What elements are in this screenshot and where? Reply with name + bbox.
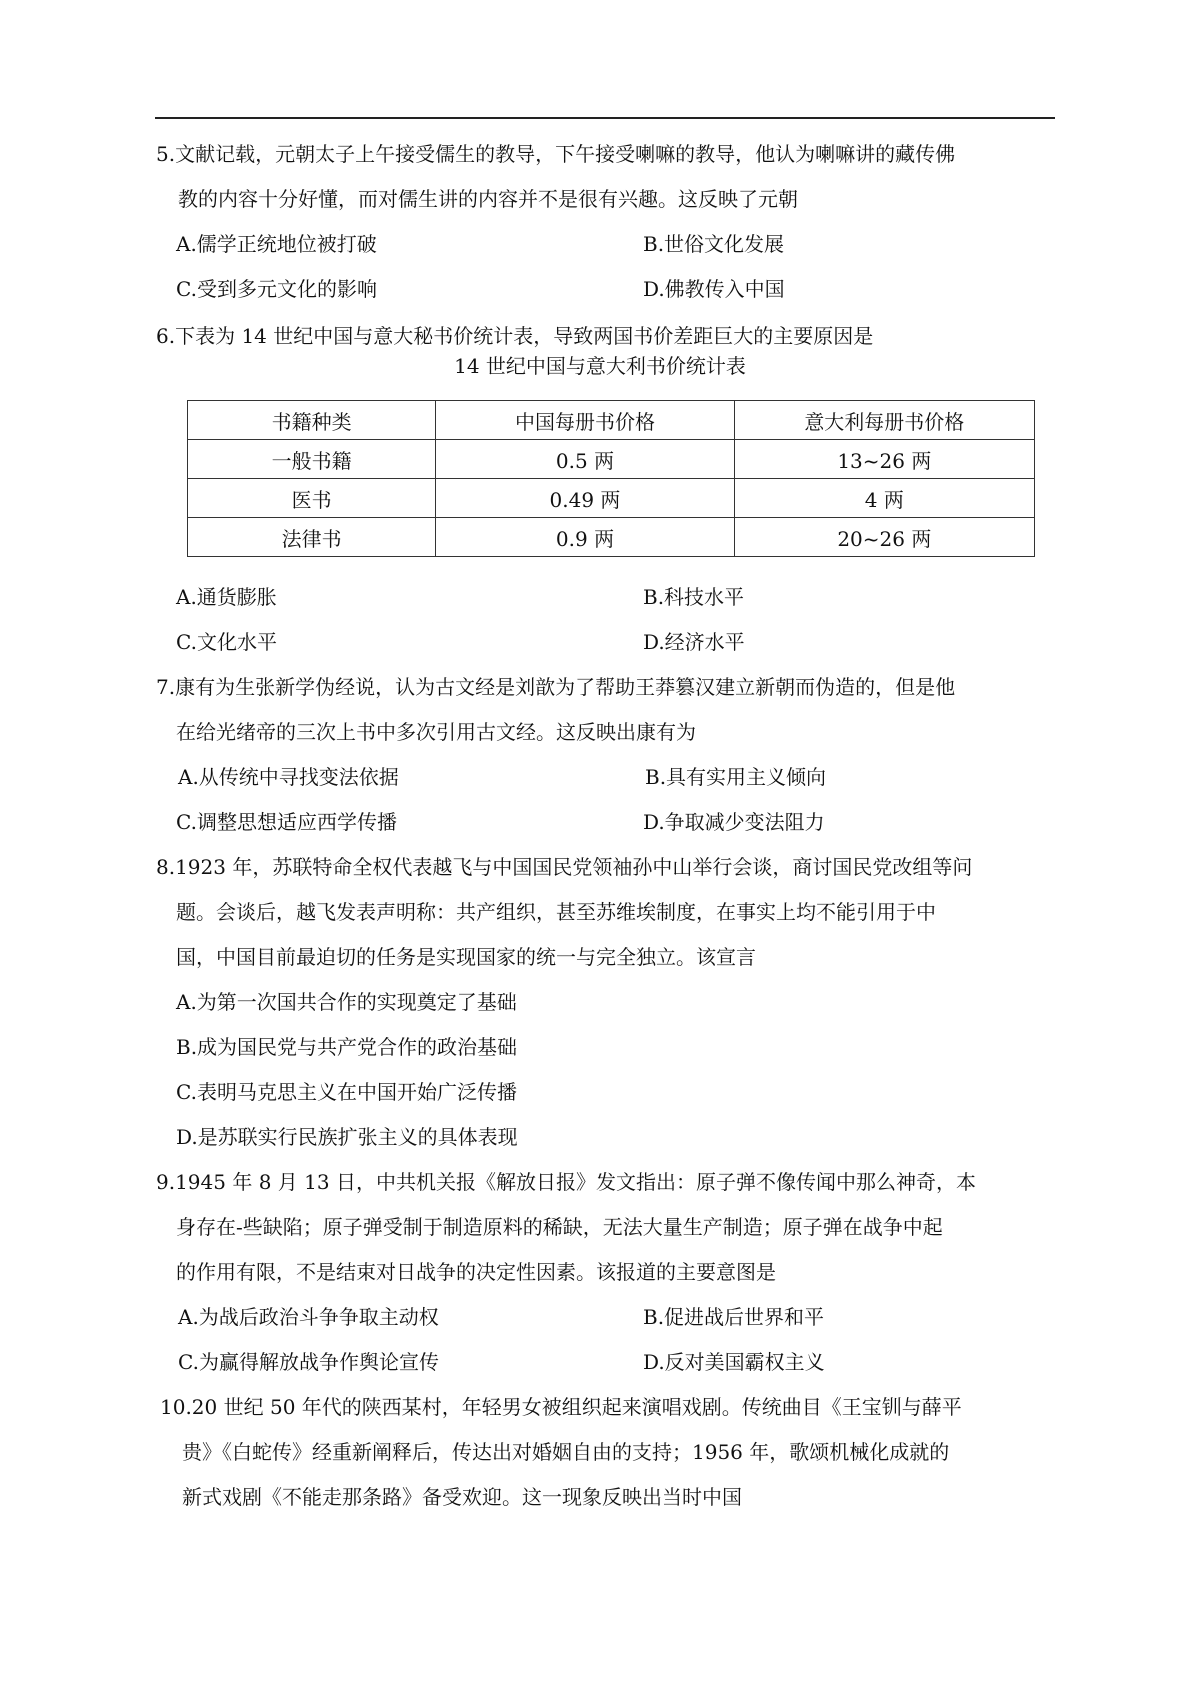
table-header-cell: 中国每册书价格 [436,401,734,440]
q9-option-c: C.为赢得解放战争作舆论宣传 [178,1350,439,1374]
q5-option-a: A.儒学正统地位被打破 [176,232,377,256]
table-cell: 0.49 两 [436,479,734,518]
q7-stem-line-2: 在给光绪帝的三次上书中多次引用古文经。这反映出康有为 [176,720,696,744]
q10-stem-line-3: 新式戏剧《不能走那条路》备受欢迎。这一现象反映出当时中国 [182,1485,742,1509]
table-header-cell: 书籍种类 [188,401,436,440]
q8-stem-line-2: 题。会谈后，越飞发表声明称：共产组织，甚至苏维埃制度，在事实上均不能引用于中 [176,900,936,924]
q7-stem-line-1: 7.康有为生张新学伪经说，认为古文经是刘歆为了帮助王莽篡汉建立新朝而伪造的，但是他 [156,675,956,699]
q7-option-a: A.从传统中寻找变法依据 [178,765,399,789]
table-row [188,479,1035,518]
q10-stem-line-2: 贵》《白蛇传》经重新阐释后，传达出对婚姻自由的支持；1956 年，歌颂机械化成就的 [182,1440,950,1464]
q6-option-a: A.通货膨胀 [176,585,277,609]
table-header-row [188,401,1035,440]
q8-stem-line-3: 国，中国目前最迫切的任务是实现国家的统一与完全独立。该宣言 [176,945,756,969]
table-row [188,440,1035,479]
q5-option-c: C.受到多元文化的影响 [176,277,377,301]
table-cell: 13~26 两 [734,440,1034,479]
q8-option-a: A.为第一次国共合作的实现奠定了基础 [176,990,517,1014]
q5-stem-line-2: 教的内容十分好懂，而对儒生讲的内容并不是很有兴趣。这反映了元朝 [178,187,798,211]
q5-option-d: D.佛教传入中国 [643,277,785,301]
q7-option-c: C.调整思想适应西学传播 [176,810,397,834]
q9-option-a: A.为战后政治斗争争取主动权 [178,1305,439,1329]
book-price-table [187,400,1035,557]
q9-stem-line-1: 9.1945 年 8 月 13 日，中共机关报《解放日报》发文指出：原子弹不像传闻中那么神奇，本 [156,1170,976,1194]
q7-option-d: D.争取减少变法阻力 [643,810,825,834]
q6-option-d: D.经济水平 [643,630,745,654]
q6-table-title: 14 世纪中国与意大利书价统计表 [454,354,746,378]
q6-option-b: B.科技水平 [643,585,745,609]
q10-stem-line-1: 10.20 世纪 50 年代的陕西某村，年轻男女被组织起来演唱戏剧。传统曲目《王宝钏与薛平 [160,1395,962,1419]
q6-stem-line-1: 6.下表为 14 世纪中国与意大秘书价统计表，导致两国书价差距巨大的主要原因是 [156,324,874,348]
table-row [188,518,1035,557]
table-cell: 法律书 [188,518,436,557]
header-rule [155,117,1055,119]
q5-stem-line-1: 5.文献记载，元朝太子上午接受儒生的教导，下午接受喇嘛的教导，他认为喇嘛讲的藏传佛 [156,142,956,166]
table-cell: 一般书籍 [188,440,436,479]
q8-option-d: D.是苏联实行民族扩张主义的具体表现 [176,1125,518,1149]
q8-option-b: B.成为国民党与共产党合作的政治基础 [176,1035,518,1059]
q6-option-c: C.文化水平 [176,630,277,654]
q9-option-b: B.促进战后世界和平 [643,1305,825,1329]
q5-option-b: B.世俗文化发展 [643,232,785,256]
table-cell: 20~26 两 [734,518,1034,557]
q8-stem-line-1: 8.1923 年，苏联特命全权代表越飞与中国国民党领袖孙中山举行会谈，商讨国民党改组等问 [156,855,973,879]
table-cell: 医书 [188,479,436,518]
table-cell: 0.9 两 [436,518,734,557]
q7-option-b: B.具有实用主义倾向 [645,765,827,789]
table-cell: 4 两 [734,479,1034,518]
table-cell: 0.5 两 [436,440,734,479]
q8-option-c: C.表明马克思主义在中国开始广泛传播 [176,1080,517,1104]
q9-stem-line-3: 的作用有限，不是结束对日战争的决定性因素。该报道的主要意图是 [176,1260,776,1284]
q9-option-d: D.反对美国霸权主义 [643,1350,825,1374]
q9-stem-line-2: 身存在-些缺陷；原子弹受制于制造原料的稀缺，无法大量生产制造；原子弹在战争中起 [176,1215,943,1239]
table-header-cell: 意大利每册书价格 [734,401,1034,440]
